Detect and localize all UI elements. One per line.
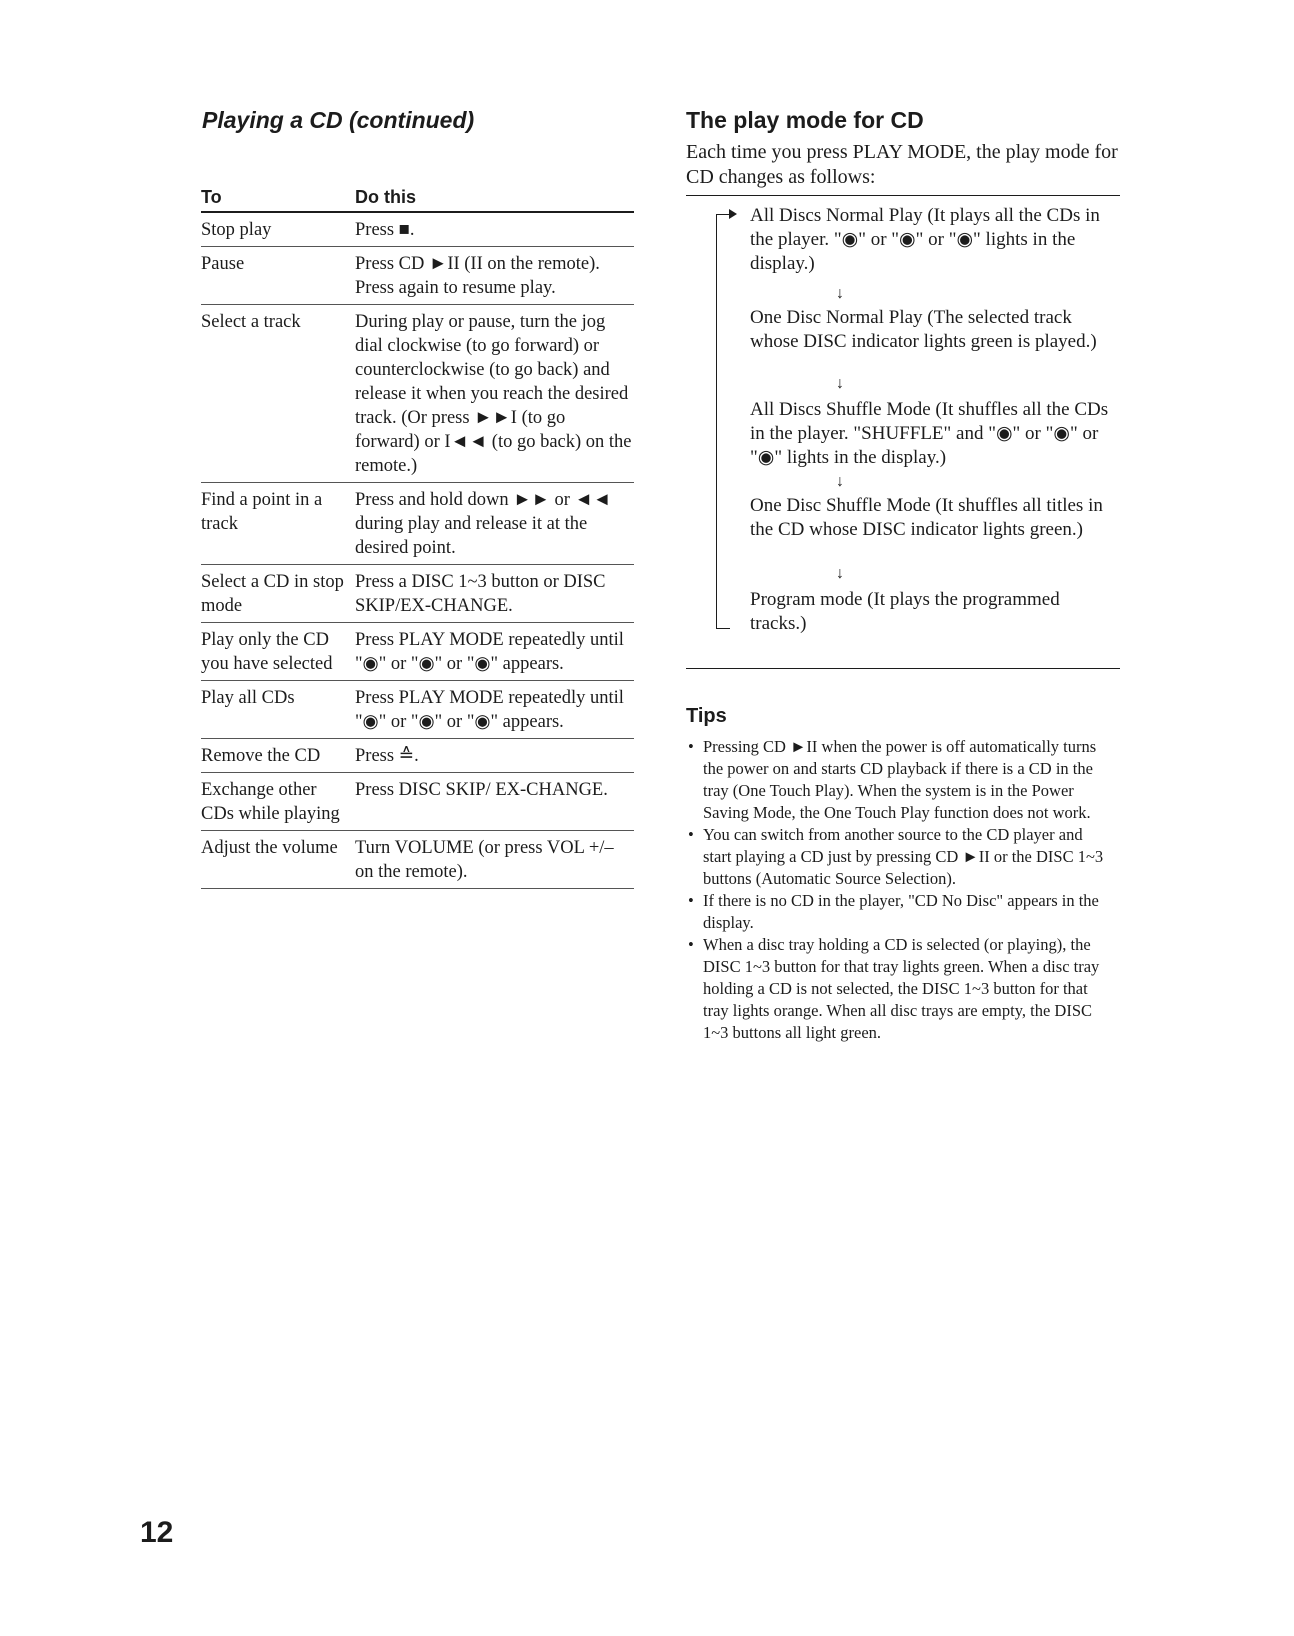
row-do-cell: Press CD ►II (II on the remote). Press again to resume play.	[355, 247, 634, 305]
list-item	[686, 736, 1106, 824]
play-mode-intro: Each time you press PLAY MODE, the play mode for CD changes as follows:	[686, 141, 1118, 188]
flow-step-one-disc-normal: One Disc Normal Play (The selected track whose DISC indicator lights green is played.)	[750, 307, 1097, 352]
row-to-cell: Play all CDs	[201, 681, 355, 739]
table-row	[201, 565, 634, 623]
flow-step-program-mode: Program mode (It plays the programmed tracks.)	[750, 589, 1060, 634]
tip-text: If there is no CD in the player, "CD No Disc" appears in the display.	[703, 891, 1099, 932]
cycle-bracket	[716, 214, 731, 629]
tips-title: Tips	[686, 705, 727, 727]
row-do-cell: Press PLAY MODE repeatedly until "◉" or "◉" or "◉" appears.	[355, 623, 634, 681]
row-do-cell: Press a DISC 1~3 button or DISC SKIP/EX-CHANGE.	[355, 565, 634, 623]
row-to-cell: Select a track	[201, 305, 355, 483]
table-row	[201, 305, 634, 483]
row-do-cell: Press DISC SKIP/ EX-CHANGE.	[355, 773, 634, 831]
down-arrow-icon: ↓	[836, 285, 844, 302]
page-number: 12	[140, 1516, 174, 1549]
tip-text: When a disc tray holding a CD is selected (or playing), the DISC 1~3 button for that tray lights green. When a disc tray holding a CD is not selected, the DISC 1~3 button for that tray lights orange. When all disc trays are empty, the DISC 1~3 buttons all light green.	[703, 935, 1100, 1042]
table-row	[201, 681, 634, 739]
tip-text: Pressing CD ►II when the power is off automatically turns the power on and starts CD playback if there is a CD in the tray (One Touch Play). When the system is in the Power Saving Mode, the One Touch Play function does not work.	[703, 737, 1097, 822]
table-row	[201, 212, 634, 247]
flow-step-one-disc-shuffle: One Disc Shuffle Mode (It shuffles all titles in the CD whose DISC indicator lights green.)	[750, 495, 1103, 540]
operations-table	[201, 185, 634, 889]
bullet-icon: •	[688, 737, 694, 756]
list-item	[686, 890, 1106, 934]
row-to-cell: Play only the CD you have selected	[201, 623, 355, 681]
bullet-icon: •	[688, 825, 694, 844]
row-do-cell: Turn VOLUME (or press VOL +/– on the remote).	[355, 831, 634, 889]
play-mode-title: The play mode for CD	[686, 107, 924, 133]
row-do-cell: Press and hold down ►► or ◄◄ during play and release it at the desired point.	[355, 483, 634, 565]
row-do-cell: Press ≙.	[355, 739, 634, 773]
table-row	[201, 483, 634, 565]
list-item	[686, 934, 1106, 1044]
table-row	[201, 623, 634, 681]
table-header-row	[201, 185, 634, 212]
flow-step-all-discs-shuffle: All Discs Shuffle Mode (It shuffles all the CDs in the player. "SHUFFLE" and "◉" or "◉" or "◉" lights in the display.)	[750, 399, 1109, 468]
cycle-arrow-icon	[729, 209, 737, 219]
bullet-icon: •	[688, 935, 694, 954]
row-do-cell: Press ■.	[355, 212, 634, 247]
row-to-cell: Stop play	[201, 212, 355, 247]
row-to-cell: Remove the CD	[201, 739, 355, 773]
down-arrow-icon: ↓	[836, 473, 844, 490]
down-arrow-icon: ↓	[836, 565, 844, 582]
row-do-cell: During play or pause, turn the jog dial clockwise (to go forward) or counterclockwise (to go back) and release it when you reach the desired track. (Or press ►►I (to go forward) or I◄◄ (to go back) on the remote.)	[355, 305, 634, 483]
table-row	[201, 739, 634, 773]
header-to: To	[201, 185, 355, 212]
table-row	[201, 773, 634, 831]
header-do-this: Do this	[355, 185, 634, 212]
section-title: Playing a CD (continued)	[202, 107, 475, 133]
list-item	[686, 824, 1106, 890]
tips-list	[686, 736, 1106, 1044]
row-to-cell: Adjust the volume	[201, 831, 355, 889]
row-to-cell: Find a point in a track	[201, 483, 355, 565]
row-to-cell: Pause	[201, 247, 355, 305]
bullet-icon: •	[688, 891, 694, 910]
flow-step-all-discs-normal: All Discs Normal Play (It plays all the CDs in the player. "◉" or "◉" or "◉" lights in the display.)	[750, 205, 1100, 274]
table-row	[201, 247, 634, 305]
row-to-cell: Exchange other CDs while playing	[201, 773, 355, 831]
row-do-cell: Press PLAY MODE repeatedly until "◉" or "◉" or "◉" appears.	[355, 681, 634, 739]
table-row	[201, 831, 634, 889]
row-to-cell: Select a CD in stop mode	[201, 565, 355, 623]
tip-text: You can switch from another source to the CD player and start playing a CD just by pressing CD ►II or the DISC 1~3 buttons (Automatic Source Selection).	[703, 825, 1104, 888]
down-arrow-icon: ↓	[836, 375, 844, 392]
play-mode-flow	[686, 195, 1120, 669]
